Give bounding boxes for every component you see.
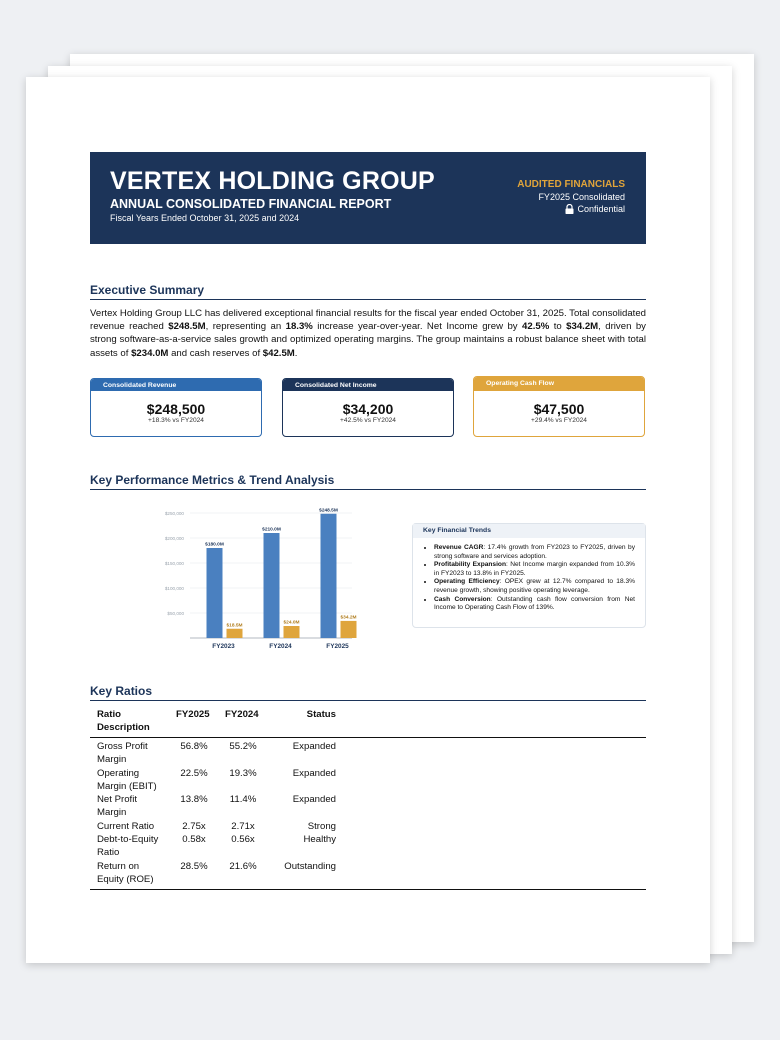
ratio-status: Strong — [307, 820, 336, 832]
y-tick-label: $200,000 — [164, 536, 184, 541]
ratio-fy2024: 55.2% — [229, 741, 257, 752]
bar-value-label: $24.0M — [283, 620, 300, 626]
table-header-row — [90, 705, 646, 738]
bar-value-label: $34.2M — [340, 615, 357, 621]
trend-item: • Profitability Expansion: Net Income margin expanded from 10.3% in FY2023 to 13.8% in FY2025. — [434, 561, 635, 578]
kpi-card-net-income — [282, 378, 454, 437]
bar — [207, 548, 223, 638]
executive-summary-heading: Executive Summary — [90, 283, 646, 300]
ratio-status: Expanded — [292, 767, 336, 779]
kpi-label: Consolidated Revenue — [91, 379, 261, 391]
kpi-label: Operating Cash Flow — [474, 377, 644, 391]
lock-icon — [565, 204, 574, 214]
ratio-fy2025: 13.8% — [180, 794, 208, 806]
confidential-label — [565, 204, 625, 214]
ratio-name: Return on Equity (ROE) — [97, 860, 154, 885]
column-header: Ratio Description — [97, 709, 150, 733]
company-name: VERTEX HOLDING GROUP — [110, 167, 435, 195]
bar — [284, 626, 300, 638]
ratio-fy2025: 2.75x — [182, 820, 206, 832]
y-tick-label: $150,000 — [164, 561, 184, 566]
ratio-name: Operating Margin (EBIT) — [97, 767, 157, 792]
ratio-fy2024: 21.6% — [229, 860, 257, 872]
ratio-status: Healthy — [303, 834, 336, 846]
kpi-value: $248,500 — [146, 401, 206, 417]
table-row — [90, 793, 646, 820]
bar-value-label: $180.0M — [205, 542, 224, 548]
ratio-fy2025: 28.5% — [180, 860, 208, 872]
ratio-name: Net Profit Margin — [97, 794, 137, 819]
table-row — [90, 860, 646, 890]
bar — [264, 533, 280, 638]
table-row — [90, 767, 646, 794]
kpi-card-operating-cash-flow — [473, 376, 645, 437]
y-tick-label: $100,000 — [164, 586, 184, 591]
column-header: FY2024 — [225, 709, 259, 720]
ratio-status: Expanded — [292, 794, 336, 806]
trend-item: • Cash Conversion: Outstanding cash flow conversion from Net Income to Operating Cash Flow of 139%. — [434, 596, 635, 613]
ratio-fy2024: 19.3% — [229, 767, 257, 779]
table-row — [90, 833, 646, 860]
trends-heading: Key Financial Trends — [413, 524, 645, 538]
kpi-change: +18.3% vs FY2024 — [148, 417, 204, 424]
bar — [341, 621, 357, 638]
bar — [227, 629, 243, 638]
trends-list — [423, 544, 635, 613]
x-tick-label: FY2023 — [212, 643, 235, 650]
trend-item: • Revenue CAGR: 17.4% growth from FY2023 to FY2025, driven by strong software and services adoption. — [434, 544, 635, 561]
y-tick-label: $250,000 — [164, 511, 184, 516]
kpi-value: $47,500 — [533, 401, 585, 417]
ratio-fy2024: 11.4% — [229, 794, 257, 806]
key-financial-trends-panel — [412, 523, 646, 628]
kpi-value: $34,200 — [342, 401, 394, 417]
bar — [321, 514, 337, 638]
ratio-status: Expanded — [292, 741, 336, 752]
ratio-fy2025: 22.5% — [180, 767, 208, 779]
x-tick-label: FY2025 — [326, 643, 349, 650]
report-period: Fiscal Years Ended October 31, 2025 and 2024 — [110, 213, 300, 223]
key-ratios-heading: Key Ratios — [90, 684, 646, 701]
x-tick-label: FY2024 — [269, 643, 292, 650]
revenue-net-income-bar-chart — [126, 501, 366, 656]
metrics-heading: Key Performance Metrics & Trend Analysis — [90, 473, 646, 490]
table-row — [90, 738, 646, 767]
ratio-name: Debt-to-Equity Ratio — [97, 834, 159, 859]
report-scope: FY2025 Consolidated — [538, 192, 625, 202]
ratio-fy2024: 0.56x — [231, 834, 255, 846]
executive-summary-text: Vertex Holding Group LLC has delivered exceptional financial results for the fiscal year ended October 31, 2025. Total consolidated revenue reached $248.5M, representing an 18.3% increase year-over-year. Net Income grew by 42.5% to $34.2M, driven by strong software-as-a-service sales growth and optimized operating margins. The group maintains a robust balance sheet with total assets of $234.0M and cash reserves of $42.5M. — [90, 308, 646, 359]
bar-value-label: $210.0M — [262, 527, 281, 533]
ratio-fy2025: 0.58x — [182, 834, 206, 846]
ratio-status: Outstanding — [284, 860, 336, 872]
kpi-card-revenue — [90, 378, 262, 437]
report-header-banner — [90, 152, 646, 244]
audited-badge: AUDITED FINANCIALS — [517, 179, 625, 190]
trend-item: • Operating Efficiency: OPEX grew at 12.7% compared to 18.3% revenue growth, showing positive operating leverage. — [434, 578, 635, 595]
column-header: Status — [306, 709, 336, 720]
kpi-change: +29.4% vs FY2024 — [531, 417, 587, 424]
ratio-fy2025: 56.8% — [180, 741, 208, 752]
table-row — [90, 820, 646, 833]
confidential-text: Confidential — [577, 204, 625, 214]
y-tick-label: $50,000 — [167, 611, 184, 616]
ratio-fy2024: 2.71x — [231, 820, 255, 832]
key-ratios-table — [90, 705, 646, 890]
bar-value-label: $18.5M — [226, 623, 243, 629]
kpi-label: Consolidated Net Income — [283, 379, 453, 391]
column-header: FY2025 — [176, 709, 210, 720]
report-title: ANNUAL CONSOLIDATED FINANCIAL REPORT — [110, 197, 392, 211]
bar-value-label: $248.5M — [319, 508, 338, 514]
report-page — [26, 77, 710, 963]
kpi-change: +42.5% vs FY2024 — [340, 417, 396, 424]
ratio-name: Current Ratio — [97, 820, 155, 832]
ratio-name: Gross Profit Margin — [97, 741, 148, 766]
